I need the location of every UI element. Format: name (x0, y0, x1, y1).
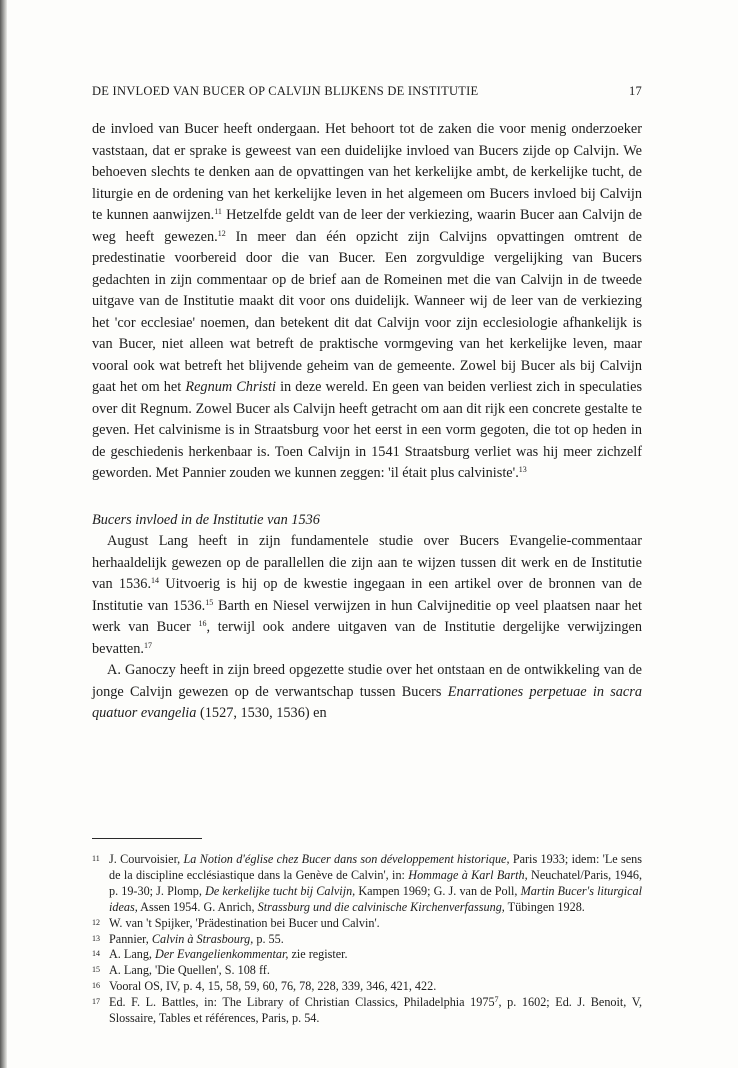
footnotes (92, 852, 642, 1027)
footnote: 17 Ed. F. L. Battles, in: The Library of Christian Classics, Philadelphia 1975$^7$, p. 1602; Ed. J. Benoit, V, Slossaire, Tables et références, Paris, p. 54. (92, 995, 642, 1026)
footnote-number: 15 (92, 965, 100, 975)
footnote-ref: 11 (214, 207, 222, 216)
footnote-number: 12 (92, 917, 100, 927)
paragraph: A. Ganoczy heeft in zijn breed opgezette studie over het ontstaan en de ontwikkeling van de jonge Calvijn gewezen op de verwantschap tussen Bucers Enarrationes perpetuae in sacra quatuor evangelia (1527, 1530, 1536) en (92, 662, 642, 721)
footnote: 14 A. Lang, Der Evangelienkommentar, zie register. (92, 947, 348, 962)
footnote-number: 13 (92, 933, 100, 943)
footnote-number: 11 (92, 854, 100, 863)
footnote-ref: 13 (518, 465, 527, 474)
section-heading: Bucers invloed in de Institutie van 1536 (92, 511, 320, 528)
running-header (92, 84, 642, 104)
footnote-ref: 16 (198, 619, 207, 628)
footnote-number: 16 (92, 981, 100, 991)
footnote-ref: 15 (205, 597, 214, 607)
footnote-ref: 12 (217, 228, 226, 238)
paragraph: de invloed van Bucer heeft ondergaan. Het behoort tot de zaken die voor menig onderzoeker vaststaan, dat er sprake is geweest van een duidelijke invloed van Bucers zijde op Calvijn. We behoeven slechts te denken aan de opvattingen van het kerkelijke ambt, de kerkelijke tucht, de liturgie en de ordening van het kerkelijke leven in het algemeen om Bucers invloed bij Calvijn te kunnen aanwijzen.$^{11}$ Hetzelfde geldt van de leer der verkiezing, waarin Bucer aan Calvijn de weg heeft gewezen.$^{12}$ In meer dan één opzicht zijn Calvijns opvattingen omtrent de predestinatie voorbereid door die van Bucer. Een zorgvuldige vergelijking van Bucers gedachten in zijn commentaar op de brief aan de Romeinen met die van Calvijn in de tweede uitgave van de Institutie maakt dit voor ons duidelijk. Wanneer wij de leer van de verkiezing het 'cor ecclesiae' noemen, dan betekent dit dat Calvijn voor zijn ecclesiologie afhankelijk is van Bucer, niet alleen wat betreft de praktische vormgeving van het kerkelijke leven, maar vooral ook wat betreft het blijvende geheim van de gemeente. Zowel bij Bucer als bij Calvijn gaat het om het Regnum Christi in deze wereld. En geen van beiden verliest zich in speculaties over dit Regnum. Zowel Bucer als Calvijn heeft getracht om aan dit rijk een concrete gestalte te geven. Het calvinisme is in Straatsburg voor het eerst in een vorm gegoten, die tot op heden in de geschiedenis herkenbaar is. Toen Calvijn in 1541 Straatsburg verliet was hij meer zichzelf geworden. Met Pannier zouden we kunnen zeggen: 'il était plus calviniste'.$^{13}$ (92, 121, 643, 481)
page-number: 17 (629, 84, 642, 98)
footnote-number: 14 (92, 949, 100, 959)
footnote-number: 17 (92, 997, 100, 1007)
running-title: DE INVLOED VAN BUCER OP CALVIJN BLIJKENS DE INSTITUTIE (92, 84, 479, 98)
scan-edge-shadow (0, 0, 7, 1068)
footnote: 16 Vooral OS, IV, p. 4, 15, 58, 59, 60, 76, 78, 228, 339, 346, 421, 422. (92, 979, 437, 994)
body-text (92, 119, 642, 725)
footnote: 12 W. van 't Spijker, 'Prädestination bei Bucer und Calvin'. (92, 915, 380, 930)
footnote: 13 Pannier, Calvin à Strasbourg, p. 55. (92, 931, 284, 946)
paragraph: August Lang heeft in zijn fundamentele studie over Bucers Evangelie-commentaar herhaaldelijk gewezen op de parallellen die zijn aan te wijzen tussen dit werk en de Institutie van 1536.14 Uitvoerig is hij op de kwestie ingegaan in een artikel over de bronnen van de Institutie van 1536.15 Barth en Niesel verwijzen in hun Calvijneditie op veel plaatsen naar het werk van Bucer $^{16}$, terwijl ook andere uitgaven van de Institutie dergelijke verwijzingen bevatten.$^{17}$ (92, 533, 642, 657)
footnote: 15 A. Lang, 'Die Quellen', S. 108 ff. (92, 963, 270, 978)
footnote-ref: 17 (144, 640, 153, 650)
footnote-divider (92, 838, 202, 839)
footnote-ref: 14 (151, 576, 160, 585)
footnote: 11 J. Courvoisier, La Notion d'église chez Bucer dans son développement historique, Paris 1933; idem: 'Le sens de la discipline ecclésiastique dans la Genève de Calvin', in: Hommage à Karl Barth, Neuchatel/Paris, 1946, p. 19-30; J. Plomp, De kerkelijke tucht bij Calvijn, Kampen 1969; G. J. van de Poll, Martin Bucer's liturgical ideas, Assen 1954. G. Anrich, Strassburg und die calvinische Kirchenverfassung, Tübingen 1928. (92, 852, 643, 914)
